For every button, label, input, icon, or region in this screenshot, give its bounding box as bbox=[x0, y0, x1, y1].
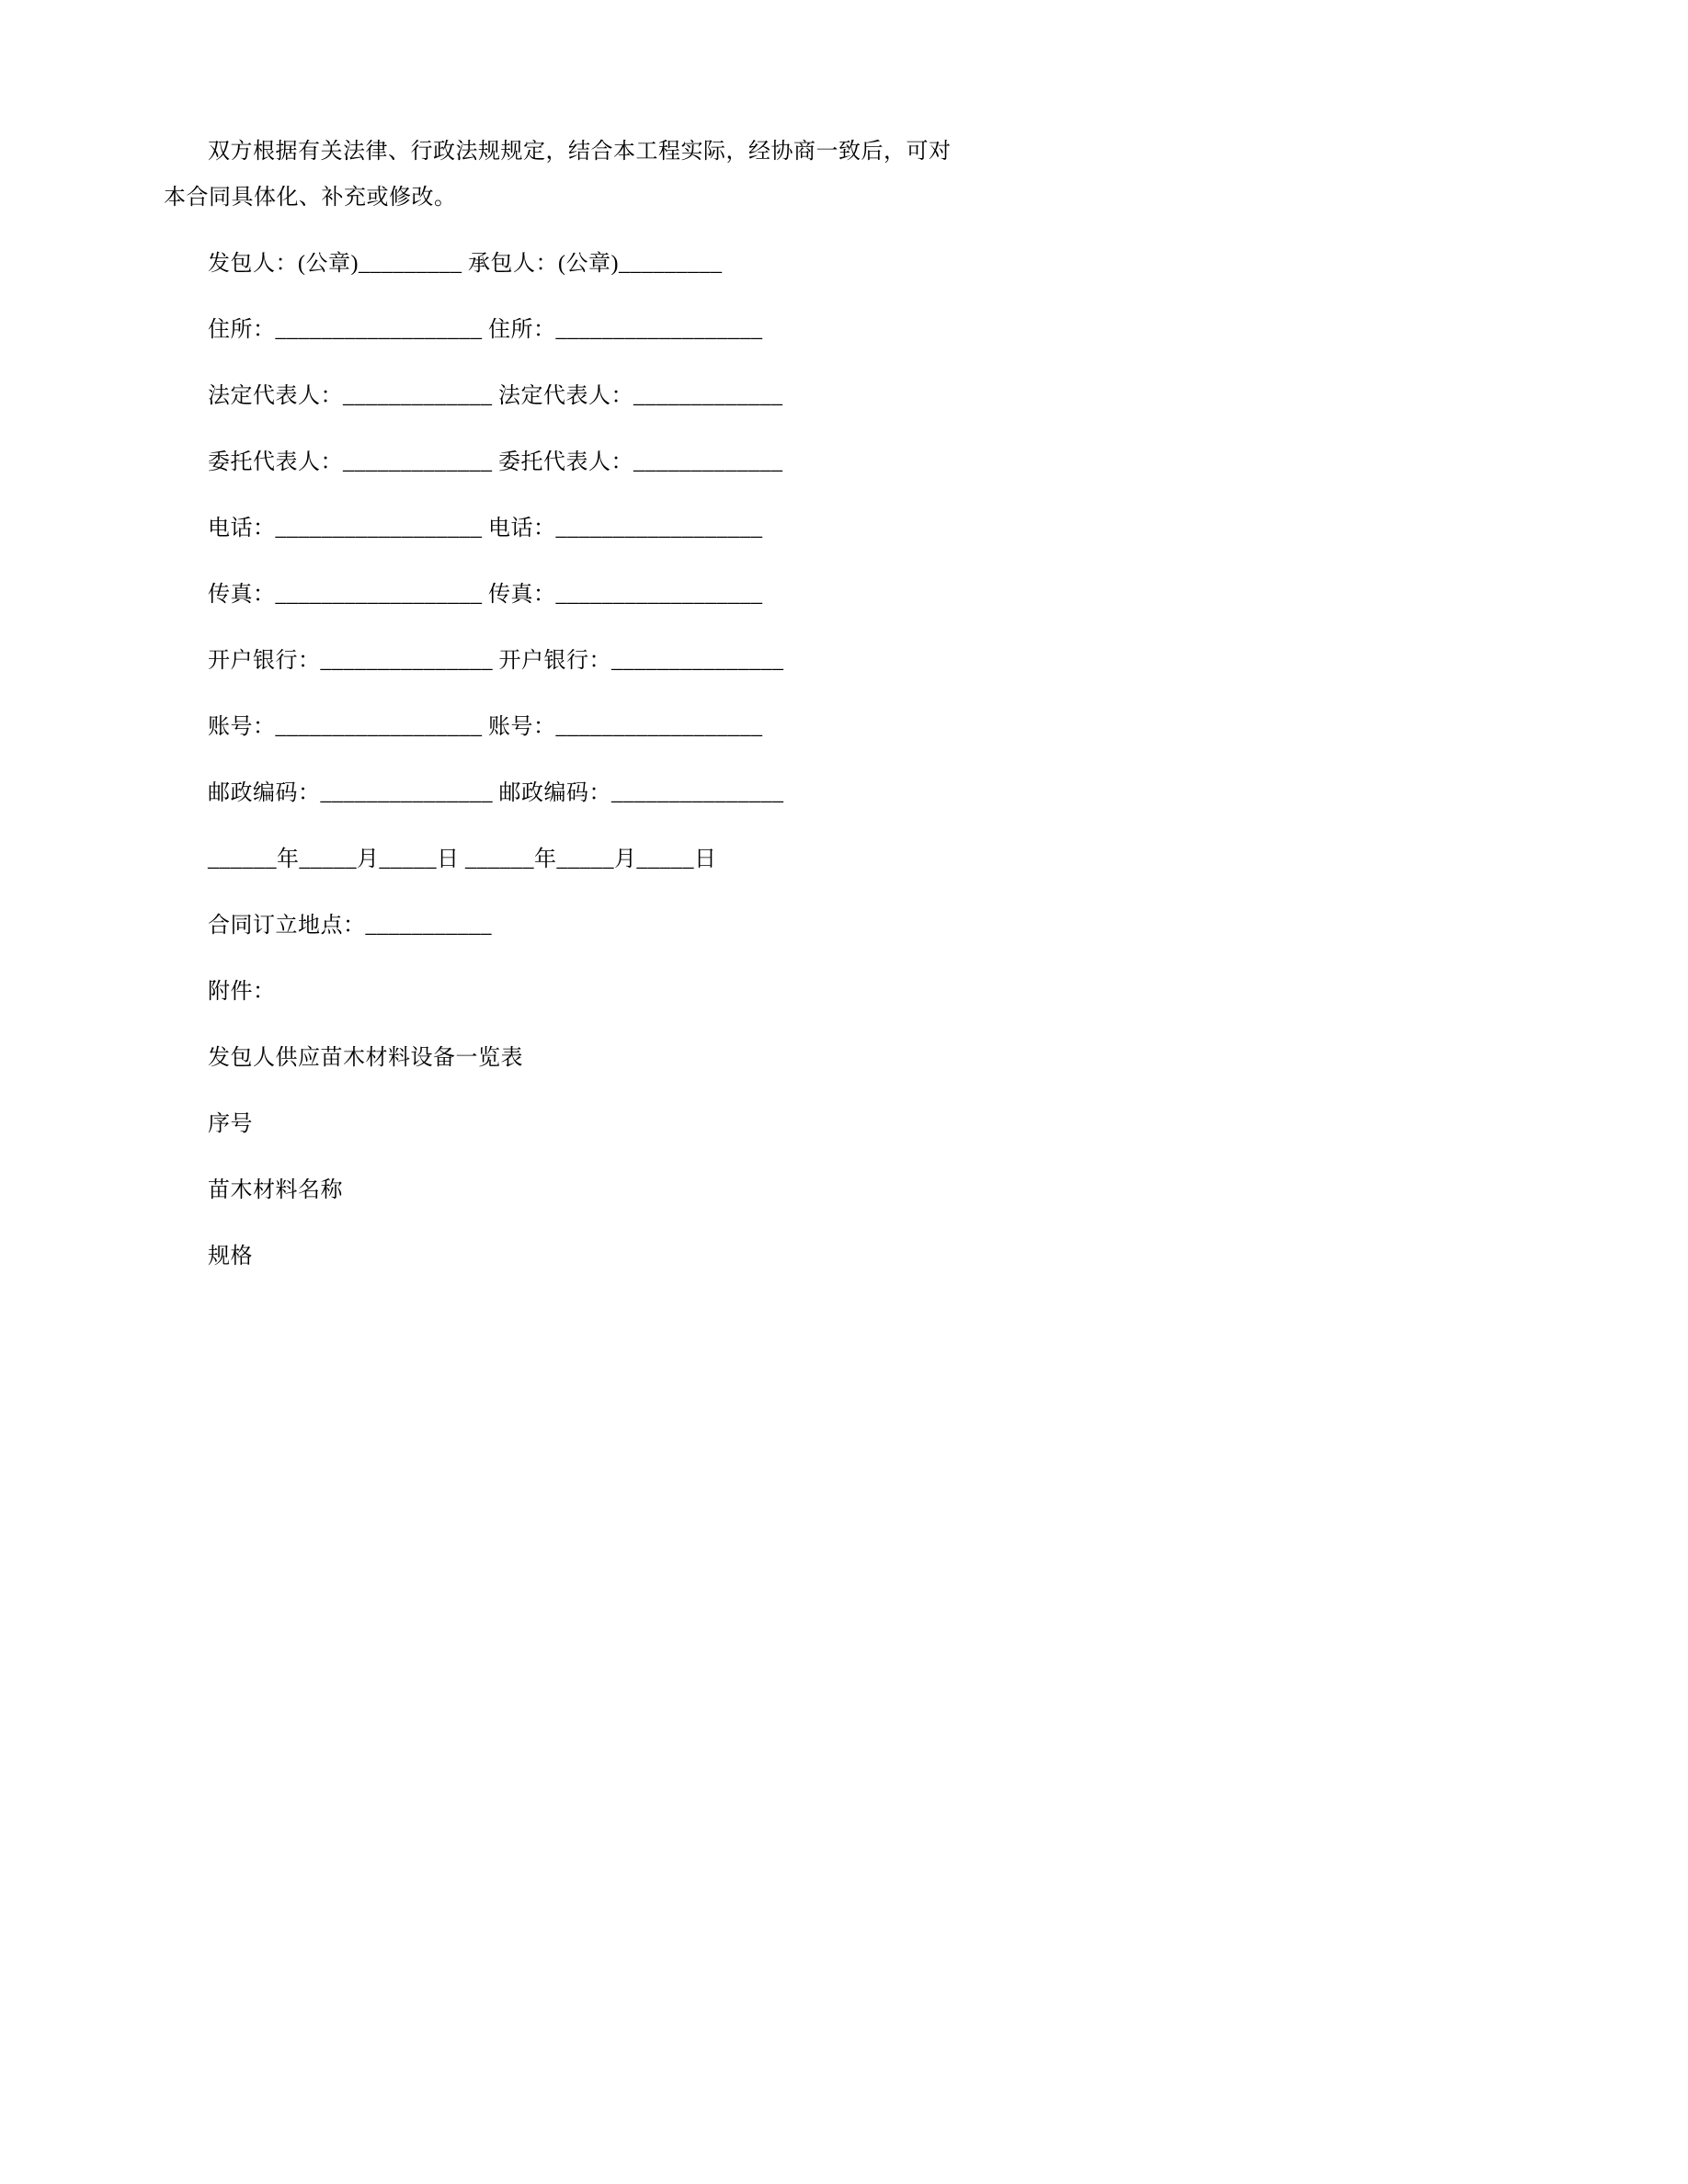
line-phone: 电话：__________________ 电话：__________________ bbox=[208, 517, 763, 540]
line-legal-representative: 法定代表人：_____________ 法定代表人：_____________ bbox=[208, 384, 783, 408]
document-content bbox=[164, 129, 965, 1300]
line-address: 住所：__________________ 住所：__________________ bbox=[208, 318, 763, 342]
line-account-number: 账号：__________________ 账号：__________________ bbox=[208, 715, 763, 739]
paragraph-amendment-clause: 双方根据有关法律、行政法规规定，结合本工程实际，经协商一致后，可对本合同具体化、补充或修改。 bbox=[164, 140, 952, 210]
line-signature-date: ______年_____月_____日 ______年_____月_____日 bbox=[208, 847, 717, 871]
line-contract-place: 合同订立地点：___________ bbox=[208, 914, 492, 938]
line-postal-code: 邮政编码：_______________ 邮政编码：_______________ bbox=[208, 781, 784, 805]
line-authorized-representative: 委托代表人：_____________ 委托代表人：_____________ bbox=[208, 450, 783, 474]
line-attachment-label: 附件： bbox=[208, 980, 276, 1004]
line-seedling-material-name-header: 苗木材料名称 bbox=[208, 1178, 343, 1202]
line-attachment-table-title: 发包人供应苗木材料设备一览表 bbox=[208, 1046, 523, 1070]
line-specification-header: 规格 bbox=[208, 1245, 253, 1268]
line-employer-contractor-seal: 发包人：(公章)_________ 承包人：(公章)_________ bbox=[208, 252, 723, 276]
line-serial-number-header: 序号 bbox=[208, 1112, 253, 1136]
line-bank: 开户银行：_______________ 开户银行：_______________ bbox=[208, 649, 784, 673]
line-fax: 传真：__________________ 传真：__________________ bbox=[208, 583, 763, 607]
